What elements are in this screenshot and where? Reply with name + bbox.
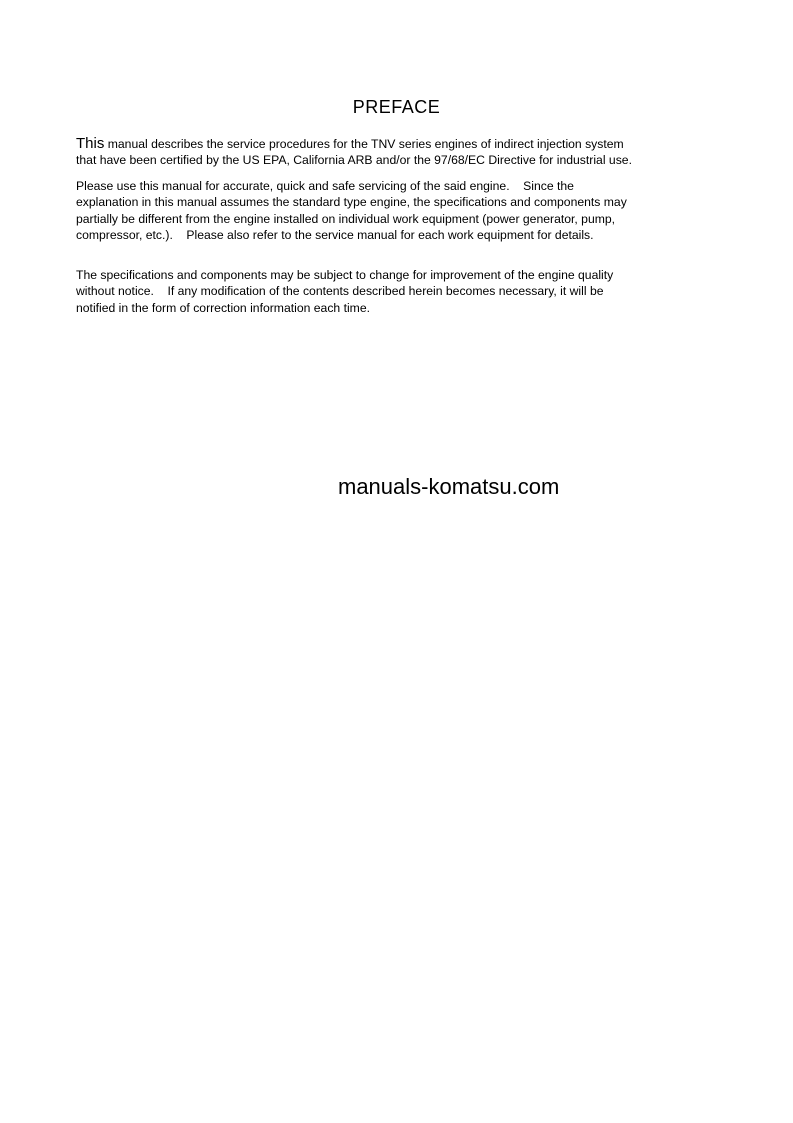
paragraph-usage [76,178,726,243]
watermark-text: manuals-komatsu.com [338,474,560,499]
paragraph-change-notice [76,267,726,316]
paragraph-change-notice-line: The specifications and components may be subject to change for improvement of the engine quality [76,268,614,282]
paragraph-usage-line: partially be different from the engine installed on individual work equipment (power generator, pump, [76,211,616,226]
paragraph-change-notice-line: without notice. If any modification of the contents described herein becomes necessary, it will be [76,284,604,299]
paragraph-intro-line-1 [76,136,726,152]
paragraph-intro-line-2: that have been certified by the US EPA, California ARB and/or the 97/68/EC Directive for industrial use. [76,153,632,168]
paragraph-usage-line: Please use this manual for accurate, quick and safe servicing of the said engine. Since the [76,179,574,193]
page-title: PREFACE [352,97,441,117]
paragraph-usage-line: compressor, etc.). Please also refer to the service manual for each work equipment for details. [76,227,594,242]
paragraph-intro [76,136,726,169]
paragraph-intro-line-1-text: manual describes the service procedures for the TNV series engines of indirect injection system [104,137,624,151]
paragraph-intro-lead-word: This [76,135,105,152]
paragraph-change-notice-line: notified in the form of correction information each time. [76,300,370,315]
paragraph-usage-line: explanation in this manual assumes the standard type engine, the specifications and components may [76,195,627,210]
